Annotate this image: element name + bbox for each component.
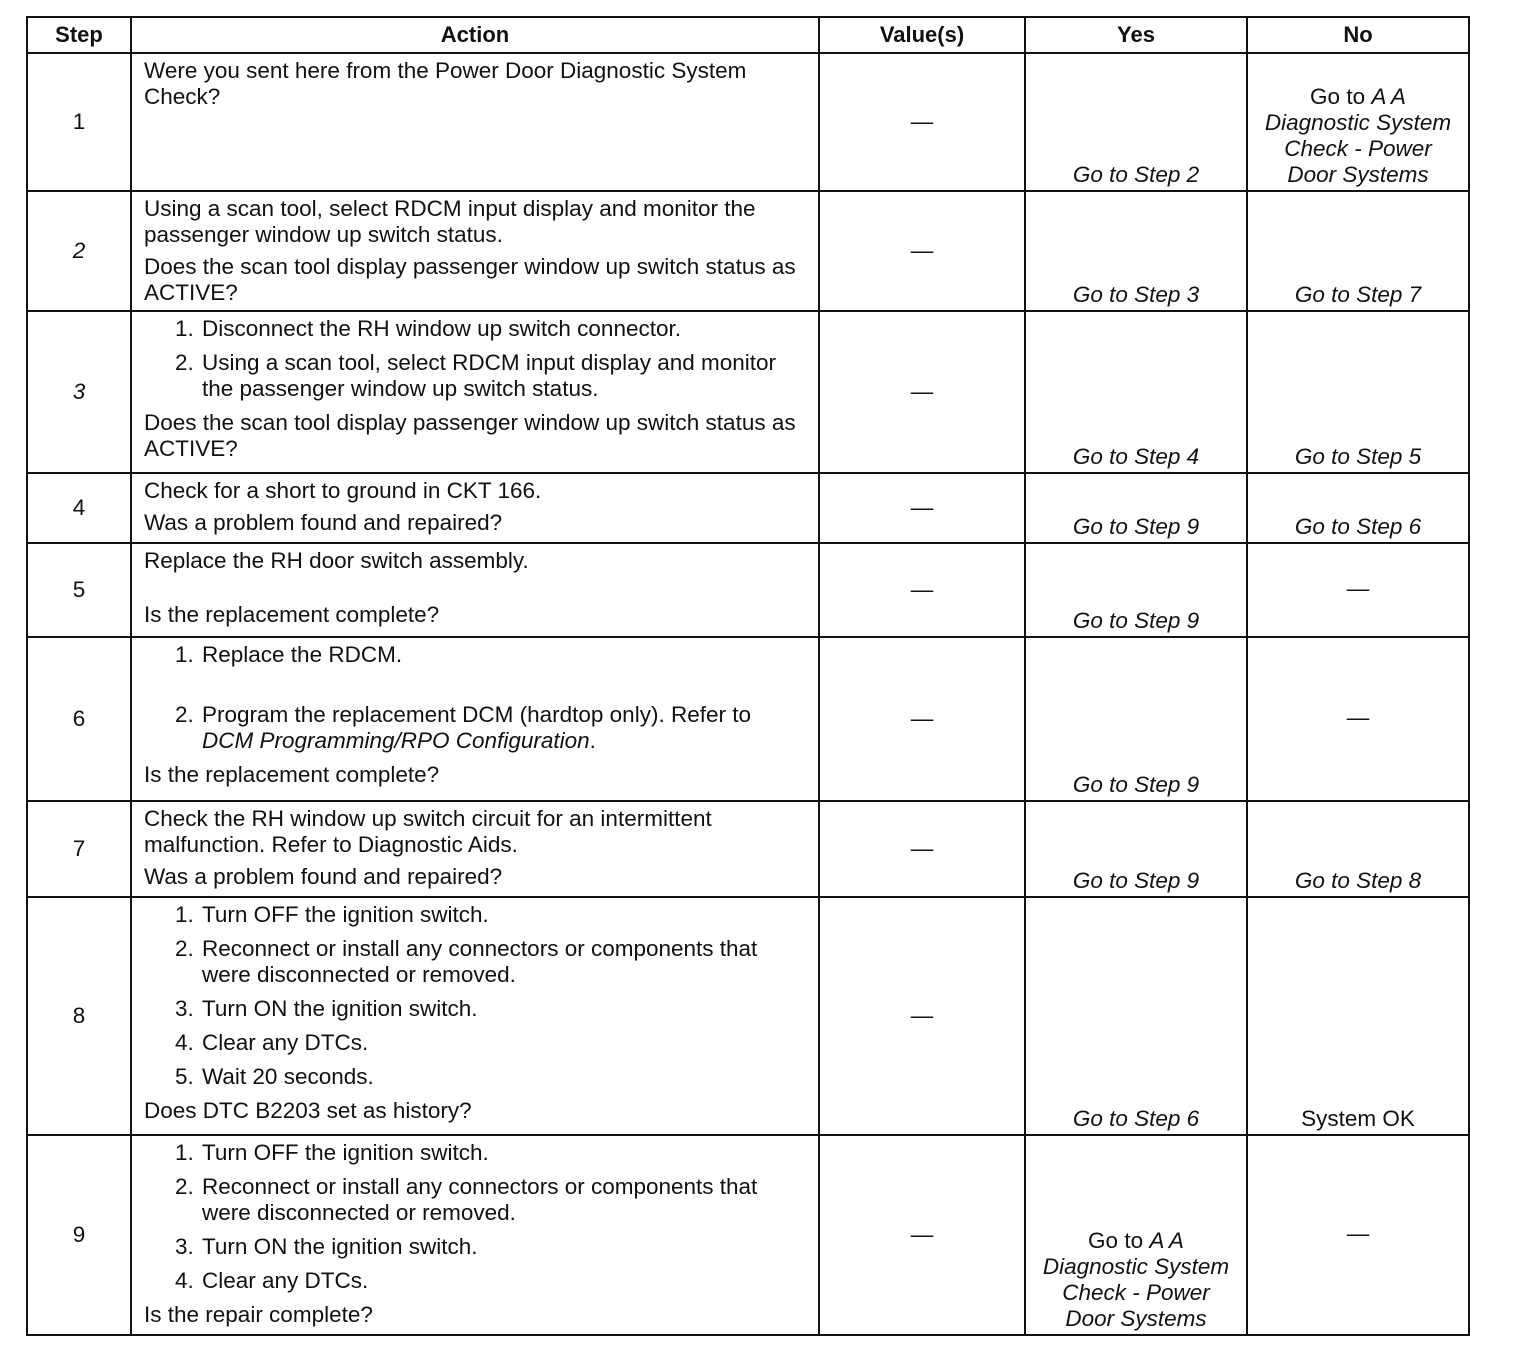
procedure-list — [144, 316, 808, 402]
list-item: 1. Replace the RDCM. — [200, 642, 808, 668]
list-item: 4. Clear any DTCs. — [200, 1268, 808, 1294]
step-number: 6 — [27, 637, 131, 801]
table-row — [27, 53, 1469, 191]
no-cell: Go to Step 8 — [1247, 801, 1469, 897]
value-cell: — — [819, 637, 1025, 801]
list-item: 3. Turn ON the ignition switch. — [200, 996, 808, 1022]
list-item: 3. Turn ON the ignition switch. — [200, 1234, 808, 1260]
list-item — [200, 702, 808, 754]
action-cell — [131, 191, 819, 311]
table-row — [27, 191, 1469, 311]
header-step: Step — [27, 17, 131, 53]
yes-cell: Go to Step 6 — [1025, 897, 1247, 1135]
no-cell: Go to Step 7 — [1247, 191, 1469, 311]
list-item: 1. Disconnect the RH window up switch connector. — [200, 316, 808, 342]
header-row — [27, 17, 1469, 53]
no-prefix: Go to — [1310, 84, 1372, 109]
step-number: 9 — [27, 1135, 131, 1335]
yes-cell — [1025, 1135, 1247, 1335]
action-cell — [131, 1135, 819, 1335]
action-question: Does the scan tool display passenger window up switch status as ACTIVE? — [144, 254, 796, 305]
action-question: Does the scan tool display passenger window up switch status as ACTIVE? — [144, 410, 796, 461]
table-row — [27, 897, 1469, 1135]
header-no: No — [1247, 17, 1469, 53]
action-question: Is the replacement complete? — [144, 602, 440, 627]
table-row — [27, 473, 1469, 543]
header-yes: Yes — [1025, 17, 1247, 53]
yes-cell: Go to Step 2 — [1025, 53, 1247, 191]
step-number: 7 — [27, 801, 131, 897]
list-item: 2. Using a scan tool, select RDCM input display and monitor the passenger window up switch status. — [200, 350, 808, 402]
dcm-programming-link[interactable]: DCM Programming/RPO Configuration — [202, 728, 590, 753]
action-question: Was a problem found and repaired? — [144, 510, 503, 535]
procedure-list — [144, 642, 808, 754]
action-cell — [131, 473, 819, 543]
yes-cell: Go to Step 9 — [1025, 637, 1247, 801]
yes-reference-link[interactable]: A A Diagnostic System Check - Power Door Systems — [1042, 1228, 1230, 1331]
no-reference-link[interactable]: A A Diagnostic System Check - Power Door Systems — [1264, 84, 1452, 187]
no-cell — [1247, 53, 1469, 191]
procedure-list — [144, 902, 808, 1090]
yes-cell: Go to Step 4 — [1025, 311, 1247, 473]
yes-cell: Go to Step 9 — [1025, 801, 1247, 897]
action-text: Check for a short to ground in CKT 166. — [144, 478, 542, 503]
action-question: Does DTC B2203 set as history? — [144, 1098, 472, 1123]
value-cell: — — [819, 311, 1025, 473]
step-number: 2 — [27, 191, 131, 311]
step-number: 4 — [27, 473, 131, 543]
yes-cell: Go to Step 3 — [1025, 191, 1247, 311]
no-cell: System OK — [1247, 897, 1469, 1135]
action-question: Is the repair complete? — [144, 1302, 373, 1327]
no-cell: — — [1247, 543, 1469, 637]
action-cell — [131, 637, 819, 801]
action-text: Replace the RH door switch assembly. — [144, 548, 529, 573]
no-cell: — — [1247, 1135, 1469, 1335]
table-row — [27, 637, 1469, 801]
step-number: 8 — [27, 897, 131, 1135]
header-values: Value(s) — [819, 17, 1025, 53]
list-item: 2. Reconnect or install any connectors or components that were disconnected or removed. — [200, 936, 808, 988]
step-number: 5 — [27, 543, 131, 637]
no-cell: Go to Step 5 — [1247, 311, 1469, 473]
value-cell: — — [819, 53, 1025, 191]
action-text: Using a scan tool, select RDCM input display and monitor the passenger window up switch status. — [144, 196, 756, 247]
list-item: 5. Wait 20 seconds. — [200, 1064, 808, 1090]
yes-prefix: Go to — [1088, 1228, 1150, 1253]
value-cell: — — [819, 801, 1025, 897]
value-cell: — — [819, 191, 1025, 311]
action-text: Were you sent here from the Power Door Diagnostic System Check? — [144, 58, 747, 109]
table-row — [27, 543, 1469, 637]
no-cell: — — [1247, 637, 1469, 801]
yes-cell: Go to Step 9 — [1025, 473, 1247, 543]
list-item: 1. Turn OFF the ignition switch. — [200, 1140, 808, 1166]
action-cell — [131, 53, 819, 191]
item-end: . — [589, 728, 596, 753]
value-cell: — — [819, 1135, 1025, 1335]
header-action: Action — [131, 17, 819, 53]
step-number: 1 — [27, 53, 131, 191]
list-item: 2. Reconnect or install any connectors or components that were disconnected or removed. — [200, 1174, 808, 1226]
value-cell: — — [819, 543, 1025, 637]
action-text: Check the RH window up switch circuit for an intermittent malfunction. Refer to Diagnostic Aids. — [144, 806, 712, 857]
table-row — [27, 311, 1469, 473]
list-item: 1. Turn OFF the ignition switch. — [200, 902, 808, 928]
table-row — [27, 801, 1469, 897]
table-row — [27, 1135, 1469, 1335]
yes-cell: Go to Step 9 — [1025, 543, 1247, 637]
no-cell: Go to Step 6 — [1247, 473, 1469, 543]
action-cell — [131, 543, 819, 637]
value-cell: — — [819, 473, 1025, 543]
action-cell — [131, 801, 819, 897]
item-text: Program the replacement DCM (hardtop only). Refer to — [202, 702, 751, 727]
action-cell — [131, 311, 819, 473]
step-number: 3 — [27, 311, 131, 473]
diagnostic-table — [26, 16, 1470, 1336]
value-cell: — — [819, 897, 1025, 1135]
action-question: Is the replacement complete? — [144, 762, 440, 787]
procedure-list — [144, 1140, 808, 1294]
action-cell — [131, 897, 819, 1135]
action-question: Was a problem found and repaired? — [144, 864, 503, 889]
list-item: 4. Clear any DTCs. — [200, 1030, 808, 1056]
